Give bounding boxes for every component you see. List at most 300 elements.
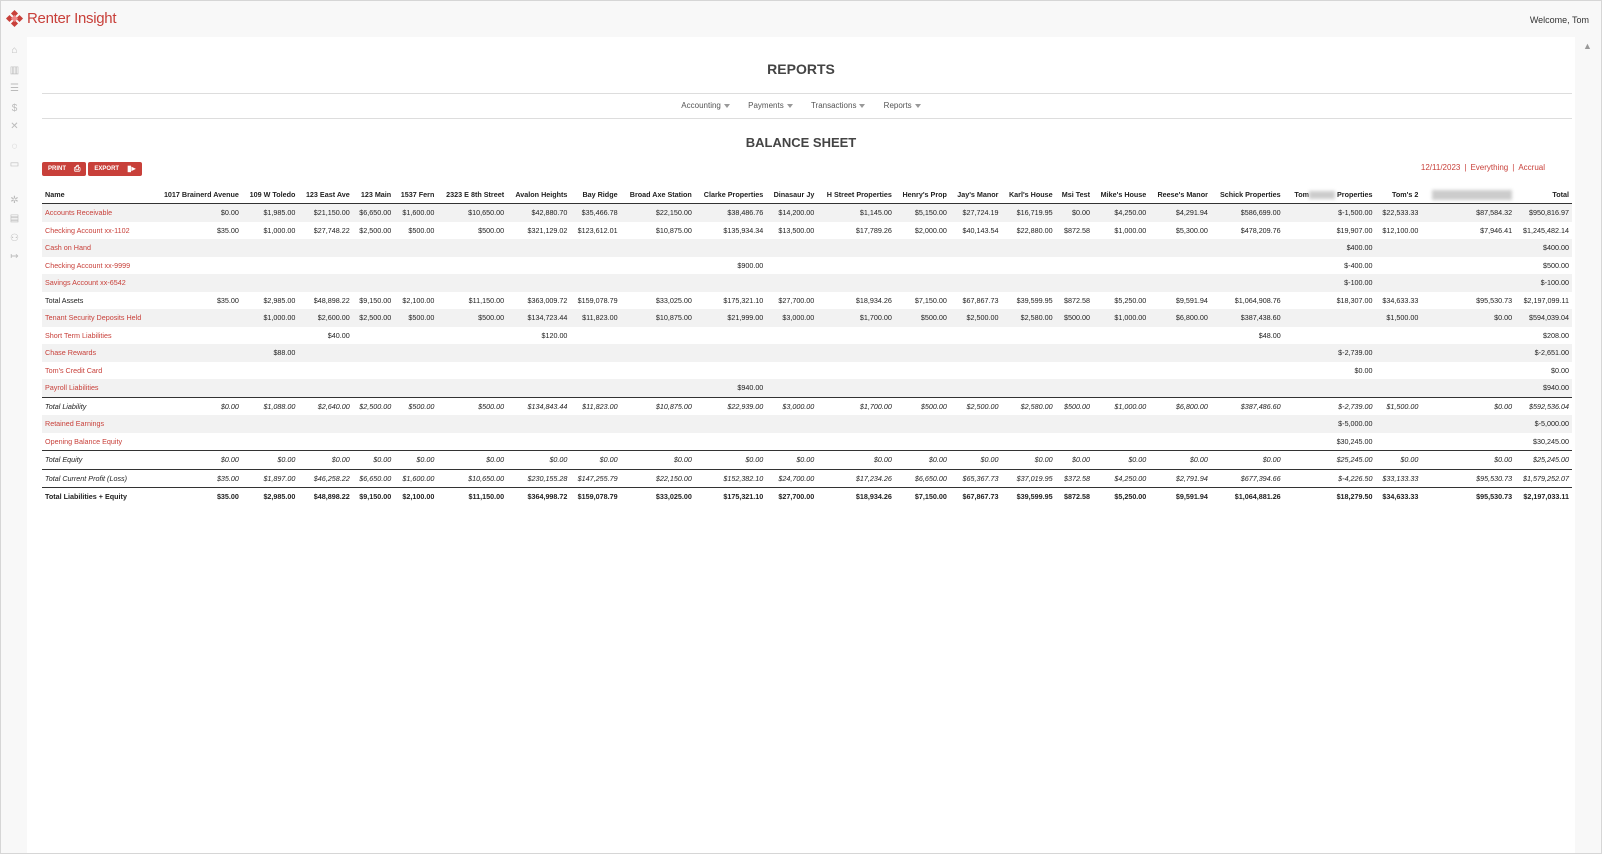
table-cell	[353, 362, 394, 380]
table-cell	[507, 239, 570, 257]
table-cell	[507, 379, 570, 397]
table-cell: $10,875.00	[655, 225, 692, 235]
divider	[42, 93, 1572, 94]
table-cell: $159,078.79	[577, 295, 618, 305]
table-cell	[242, 362, 299, 380]
table-cell	[766, 415, 817, 433]
table-cell: $1,579,252.07	[1515, 469, 1572, 488]
table-cell	[437, 239, 507, 257]
table-cell: $0.00	[1093, 451, 1149, 470]
nav-label: Transactions	[810, 101, 857, 110]
column-header: Karl's House	[1001, 186, 1055, 204]
table-cell	[1056, 379, 1093, 397]
table-cell: $-2,739.00	[1284, 344, 1376, 362]
table-cell: $34,633.33	[1382, 295, 1419, 305]
table-cell: $500.00	[895, 309, 950, 327]
table-cell: $30,245.00	[1533, 436, 1569, 446]
balance-sheet-table	[42, 186, 1572, 506]
table-cell: $95,530.73	[1421, 488, 1515, 506]
table-cell: $6,800.00	[1149, 397, 1211, 415]
column-header: 123 East Ave	[298, 186, 352, 204]
report-toolbar	[42, 162, 142, 176]
table-cell: $0.00	[154, 451, 242, 470]
table-cell	[1093, 257, 1149, 275]
export-button[interactable]	[88, 162, 141, 176]
row-label[interactable]: Tom's Credit Card	[45, 365, 103, 375]
table-cell: $18,934.26	[855, 295, 892, 305]
table-cell	[895, 415, 950, 433]
nav-transactions[interactable]	[811, 101, 866, 110]
table-cell: $123,612.01	[577, 225, 618, 235]
table-cell: $0.00	[1001, 451, 1055, 470]
table-cell	[1001, 415, 1055, 433]
table-cell	[1056, 415, 1093, 433]
table-row	[42, 469, 1572, 488]
table-cell	[1001, 239, 1055, 257]
table-cell	[437, 257, 507, 275]
table-cell	[154, 327, 242, 345]
table-cell	[1421, 239, 1515, 257]
table-cell: $0.00	[353, 451, 394, 470]
gear-icon[interactable]: ✲	[10, 195, 19, 206]
filter-basis[interactable]: Accrual	[1518, 163, 1545, 172]
table-cell	[766, 257, 817, 275]
row-label[interactable]: Tenant Security Deposits Held	[42, 309, 154, 327]
table-cell: $12,100.00	[1382, 225, 1419, 235]
redacted-header	[1432, 190, 1512, 200]
table-cell: $872.58	[1056, 488, 1093, 506]
table-cell	[621, 327, 695, 345]
table-cell	[817, 415, 895, 433]
table-cell: $40.00	[327, 330, 350, 340]
table-cell: $152,382.10	[695, 469, 766, 488]
column-header: Tom's 2	[1376, 186, 1422, 204]
table-row	[42, 309, 1572, 327]
nav-payments[interactable]	[748, 101, 793, 110]
table-cell: $2,197,033.11	[1515, 488, 1572, 506]
table-cell: $0.00	[154, 397, 242, 415]
table-row	[42, 488, 1572, 506]
table-cell	[1001, 257, 1055, 275]
table-cell	[695, 344, 766, 362]
table-cell: $364,998.72	[507, 488, 570, 506]
table-cell	[1149, 362, 1211, 380]
table-cell: $11,823.00	[570, 397, 620, 415]
table-cell	[1001, 327, 1055, 345]
table-cell: $1,500.00	[1376, 309, 1422, 327]
print-button[interactable]	[42, 162, 86, 176]
table-cell: $18,934.26	[817, 488, 895, 506]
table-row	[42, 451, 1572, 470]
table-cell	[154, 415, 242, 433]
table-cell	[437, 274, 507, 292]
table-cell: $33,025.00	[621, 488, 695, 506]
table-cell	[1421, 362, 1515, 380]
table-cell: $65,367.73	[950, 469, 1002, 488]
table-cell: $24,700.00	[766, 469, 817, 488]
table-cell: $10,650.00	[437, 204, 507, 222]
table-cell: $10,875.00	[621, 397, 695, 415]
table-cell: $-100.00	[1284, 274, 1376, 292]
report-title: BALANCE SHEET	[745, 135, 857, 150]
table-cell: $120.00	[541, 330, 568, 340]
table-cell: $0.00	[298, 451, 352, 470]
table-cell: $38,486.76	[695, 204, 766, 222]
table-cell	[1056, 274, 1093, 292]
nav-reports[interactable]	[884, 101, 921, 110]
table-cell: $18,307.00	[1336, 295, 1373, 305]
tools-icon[interactable]: ✕	[10, 121, 19, 132]
table-cell: $363,009.72	[527, 295, 568, 305]
table-cell	[1376, 239, 1422, 257]
table-cell: $21,150.00	[298, 204, 352, 222]
table-cell: $7,150.00	[914, 295, 947, 305]
table-cell	[695, 239, 766, 257]
table-cell: $48,898.22	[298, 488, 352, 506]
table-cell	[437, 433, 507, 451]
table-cell: $0.00	[1376, 451, 1422, 470]
table-cell	[507, 257, 570, 275]
row-label[interactable]: Savings Account xx-6542	[42, 274, 154, 292]
table-cell	[895, 327, 950, 345]
table-cell	[1421, 274, 1515, 292]
table-row	[42, 415, 1572, 433]
row-label[interactable]: Checking Account xx-9999	[45, 260, 131, 270]
row-label[interactable]: Cash on Hand	[42, 239, 154, 257]
table-cell: $0.00	[1421, 451, 1515, 470]
column-header: Avalon Heights	[507, 186, 570, 204]
table-cell: $35,466.78	[570, 204, 620, 222]
logout-icon[interactable]: ↦	[10, 251, 19, 262]
table-cell: $134,723.44	[507, 309, 570, 327]
table-cell: $0.00	[507, 451, 570, 470]
column-header: Clarke Properties	[695, 186, 766, 204]
table-row	[42, 433, 1572, 451]
table-cell: $592,536.04	[1515, 397, 1572, 415]
table-cell: $1,064,881.26	[1211, 488, 1284, 506]
scrollbar[interactable]	[1575, 37, 1601, 853]
table-cell: $88.00	[242, 344, 299, 362]
dollar-icon[interactable]: $	[11, 103, 18, 114]
row-label[interactable]: Checking Account xx-1102	[45, 225, 130, 235]
table-cell: $1,600.00	[394, 204, 437, 222]
chat-icon[interactable]: ◌	[11, 141, 18, 152]
column-header: Bay Ridge	[570, 186, 620, 204]
table-cell: $175,321.10	[695, 488, 766, 506]
table-cell	[1056, 327, 1093, 345]
table-cell: $2,985.00	[263, 295, 296, 305]
table-cell	[895, 274, 950, 292]
table-cell: $2,500.00	[359, 225, 392, 235]
table-cell: $9,150.00	[353, 488, 394, 506]
table-cell: $30,245.00	[1336, 436, 1373, 446]
table-cell: $10,650.00	[437, 469, 507, 488]
row-label[interactable]: Short Term Liabilities	[45, 330, 112, 340]
table-cell: $10,875.00	[621, 309, 695, 327]
table-cell	[437, 344, 507, 362]
table-cell	[353, 274, 394, 292]
store-icon[interactable]: ▤	[9, 213, 20, 224]
chevron-down-icon	[915, 104, 921, 108]
table-cell: $2,500.00	[950, 309, 1002, 327]
table-cell	[154, 344, 242, 362]
table-cell	[817, 274, 895, 292]
table-cell	[507, 415, 570, 433]
table-cell: $4,291.94	[1149, 204, 1211, 222]
nav-label: Payments	[748, 101, 784, 110]
table-cell: $33,133.33	[1376, 469, 1422, 488]
table-cell	[895, 379, 950, 397]
table-cell: $1,088.00	[242, 397, 299, 415]
filter-scope[interactable]: Everything	[1470, 163, 1509, 172]
table-cell: $478,209.76	[1240, 225, 1281, 235]
table-cell	[1211, 274, 1284, 292]
column-header	[1421, 186, 1515, 204]
table-cell	[437, 415, 507, 433]
table-cell	[394, 344, 437, 362]
table-cell	[394, 379, 437, 397]
table-cell	[1376, 362, 1422, 380]
table-cell	[1149, 257, 1211, 275]
column-header: Total	[1515, 186, 1572, 204]
table-cell: $2,197,099.11	[1523, 295, 1569, 305]
table-cell: $940.00	[1515, 379, 1572, 397]
table-cell: $22,150.00	[621, 469, 695, 488]
table-cell: $-5,000.00	[1515, 415, 1572, 433]
table-cell	[570, 274, 620, 292]
table-cell: $37,019.95	[1001, 469, 1055, 488]
column-header: 123 Main	[353, 186, 394, 204]
row-label[interactable]: Retained Earnings	[42, 415, 154, 433]
table-cell	[394, 239, 437, 257]
table-cell: $0.00	[950, 451, 1002, 470]
table-cell	[437, 362, 507, 380]
table-cell	[394, 415, 437, 433]
table-cell	[1149, 274, 1211, 292]
table-cell	[1056, 257, 1093, 275]
table-cell: $940.00	[695, 379, 766, 397]
row-label[interactable]: Opening Balance Equity	[45, 436, 123, 446]
table-cell: $-5,000.00	[1284, 415, 1376, 433]
table-cell	[621, 415, 695, 433]
table-cell: $25,245.00	[1515, 451, 1572, 470]
column-header: Jay's Manor	[950, 186, 1002, 204]
briefcase-icon[interactable]: ▭	[9, 159, 20, 170]
table-cell	[353, 327, 394, 345]
list-icon[interactable]: ☰	[10, 83, 19, 94]
table-cell: $46,258.22	[298, 469, 352, 488]
table-row	[42, 344, 1572, 362]
table-cell	[950, 344, 1002, 362]
table-cell	[298, 257, 352, 275]
column-header: Dinasaur Jy	[766, 186, 817, 204]
table-cell: $0.00	[1056, 204, 1093, 222]
table-cell: $0.00	[437, 451, 507, 470]
table-cell: $950,816.97	[1515, 204, 1572, 222]
table-cell: $6,800.00	[1149, 309, 1211, 327]
table-cell	[621, 433, 695, 451]
table-cell	[766, 379, 817, 397]
table-cell	[1093, 344, 1149, 362]
table-cell	[817, 362, 895, 380]
table-cell	[1211, 344, 1284, 362]
table-cell: $0.00	[1056, 451, 1093, 470]
row-label: Total Liabilities + Equity	[42, 488, 154, 506]
table-cell: $2,500.00	[950, 397, 1002, 415]
table-cell: $48.00	[1258, 330, 1281, 340]
table-cell	[1376, 327, 1422, 345]
table-cell: $2,600.00	[298, 309, 352, 327]
table-cell	[950, 327, 1002, 345]
table-row	[42, 362, 1572, 380]
table-cell: $40,143.54	[962, 225, 999, 235]
table-cell	[570, 433, 620, 451]
table-cell: $4,250.00	[1093, 204, 1149, 222]
table-cell	[298, 415, 352, 433]
table-cell	[1093, 327, 1149, 345]
table-cell	[242, 257, 299, 275]
table-row	[42, 327, 1572, 345]
table-cell: $208.00	[1543, 330, 1569, 340]
table-cell	[1093, 415, 1149, 433]
table-cell	[950, 379, 1002, 397]
table-cell: $594,039.04	[1515, 309, 1572, 327]
home-icon[interactable]: ⌂	[11, 45, 18, 56]
table-cell	[895, 239, 950, 257]
table-row	[42, 204, 1572, 222]
table-cell: $5,150.00	[895, 204, 950, 222]
table-cell: $175,321.10	[723, 295, 764, 305]
table-cell: $5,250.00	[1093, 488, 1149, 506]
table-cell: $0.00	[621, 451, 695, 470]
table-cell: $500.00	[394, 397, 437, 415]
table-cell	[817, 433, 895, 451]
table-cell	[1001, 344, 1055, 362]
table-cell: $9,150.00	[359, 295, 392, 305]
table-cell: $35.00	[216, 225, 239, 235]
printer-icon: ⎙	[74, 164, 81, 173]
table-cell	[298, 274, 352, 292]
table-cell: $9,591.94	[1149, 488, 1211, 506]
table-cell	[507, 344, 570, 362]
nav-accounting[interactable]	[681, 101, 730, 110]
table-cell	[817, 327, 895, 345]
row-label: Total Current Profit (Loss)	[42, 469, 154, 488]
table-cell: $677,394.66	[1211, 469, 1284, 488]
table-cell: $400.00	[1515, 239, 1572, 257]
table-cell	[1376, 257, 1422, 275]
table-cell	[1211, 362, 1284, 380]
table-cell: $7,946.41	[1480, 225, 1513, 235]
filter-date[interactable]: 12/11/2023	[1420, 163, 1461, 172]
table-cell	[1149, 344, 1211, 362]
table-cell	[817, 257, 895, 275]
table-cell: $2,580.00	[1001, 309, 1055, 327]
print-label: PRINT	[48, 166, 66, 172]
table-cell	[1093, 239, 1149, 257]
table-cell	[298, 362, 352, 380]
table-cell	[621, 239, 695, 257]
table-cell	[1211, 379, 1284, 397]
table-cell	[154, 239, 242, 257]
column-header: 109 W Toledo	[242, 186, 299, 204]
table-row	[42, 397, 1572, 415]
table-cell: $159,078.79	[570, 488, 620, 506]
table-cell: $0.00	[1149, 451, 1211, 470]
table-cell: $33,025.00	[655, 295, 692, 305]
column-header: Henry's Prop	[895, 186, 950, 204]
table-cell: $27,724.19	[950, 204, 1002, 222]
app-name: Renter Insight	[27, 10, 117, 27]
table-cell: $11,823.00	[570, 309, 620, 327]
users-icon[interactable]: ⚇	[10, 233, 19, 244]
column-header: 2323 E 8th Street	[437, 186, 507, 204]
table-cell	[950, 239, 1002, 257]
table-cell: $0.00	[766, 451, 817, 470]
table-cell	[353, 239, 394, 257]
table-cell	[1421, 344, 1515, 362]
column-header: Tom Properties	[1284, 186, 1376, 204]
table-cell	[1149, 239, 1211, 257]
table-cell: $6,650.00	[353, 469, 394, 488]
table-cell: $22,939.00	[695, 397, 766, 415]
table-cell: $17,234.26	[817, 469, 895, 488]
table-cell	[817, 344, 895, 362]
table-cell: $25,245.00	[1284, 451, 1376, 470]
table-cell	[353, 415, 394, 433]
table-cell	[766, 239, 817, 257]
table-cell	[570, 257, 620, 275]
table-cell	[242, 239, 299, 257]
table-cell	[298, 344, 352, 362]
table-cell: $500.00	[394, 309, 437, 327]
table-cell	[154, 433, 242, 451]
table-cell	[621, 379, 695, 397]
table-cell: $500.00	[1056, 397, 1093, 415]
table-cell	[1376, 433, 1422, 451]
building-icon[interactable]: ▥	[9, 65, 20, 76]
table-cell	[1211, 257, 1284, 275]
table-cell: $500.00	[478, 225, 505, 235]
table-cell: $1,700.00	[817, 397, 895, 415]
table-cell	[1149, 433, 1211, 451]
table-cell	[1284, 309, 1376, 327]
table-cell	[1001, 362, 1055, 380]
table-cell	[1001, 433, 1055, 451]
scroll-up-icon[interactable]: ▲	[1583, 41, 1592, 51]
table-header-row	[42, 186, 1572, 204]
row-label[interactable]: Payroll Liabilities	[42, 379, 154, 397]
table-cell	[242, 433, 299, 451]
table-cell: $16,719.95	[1001, 204, 1055, 222]
row-label[interactable]: Accounts Receivable	[42, 204, 154, 222]
app-logo[interactable]	[7, 10, 116, 27]
table-cell	[507, 362, 570, 380]
table-cell	[1376, 274, 1422, 292]
table-cell: $500.00	[437, 309, 507, 327]
table-cell: $1,000.00	[1114, 225, 1147, 235]
table-cell: $586,699.00	[1211, 204, 1284, 222]
table-cell	[154, 379, 242, 397]
table-cell	[1056, 344, 1093, 362]
table-row	[42, 239, 1572, 257]
divider	[42, 118, 1572, 119]
table-cell: $2,791.94	[1149, 469, 1211, 488]
table-cell	[695, 274, 766, 292]
table-cell	[1376, 344, 1422, 362]
row-label[interactable]: Chase Rewards	[42, 344, 154, 362]
table-row	[42, 222, 1572, 240]
